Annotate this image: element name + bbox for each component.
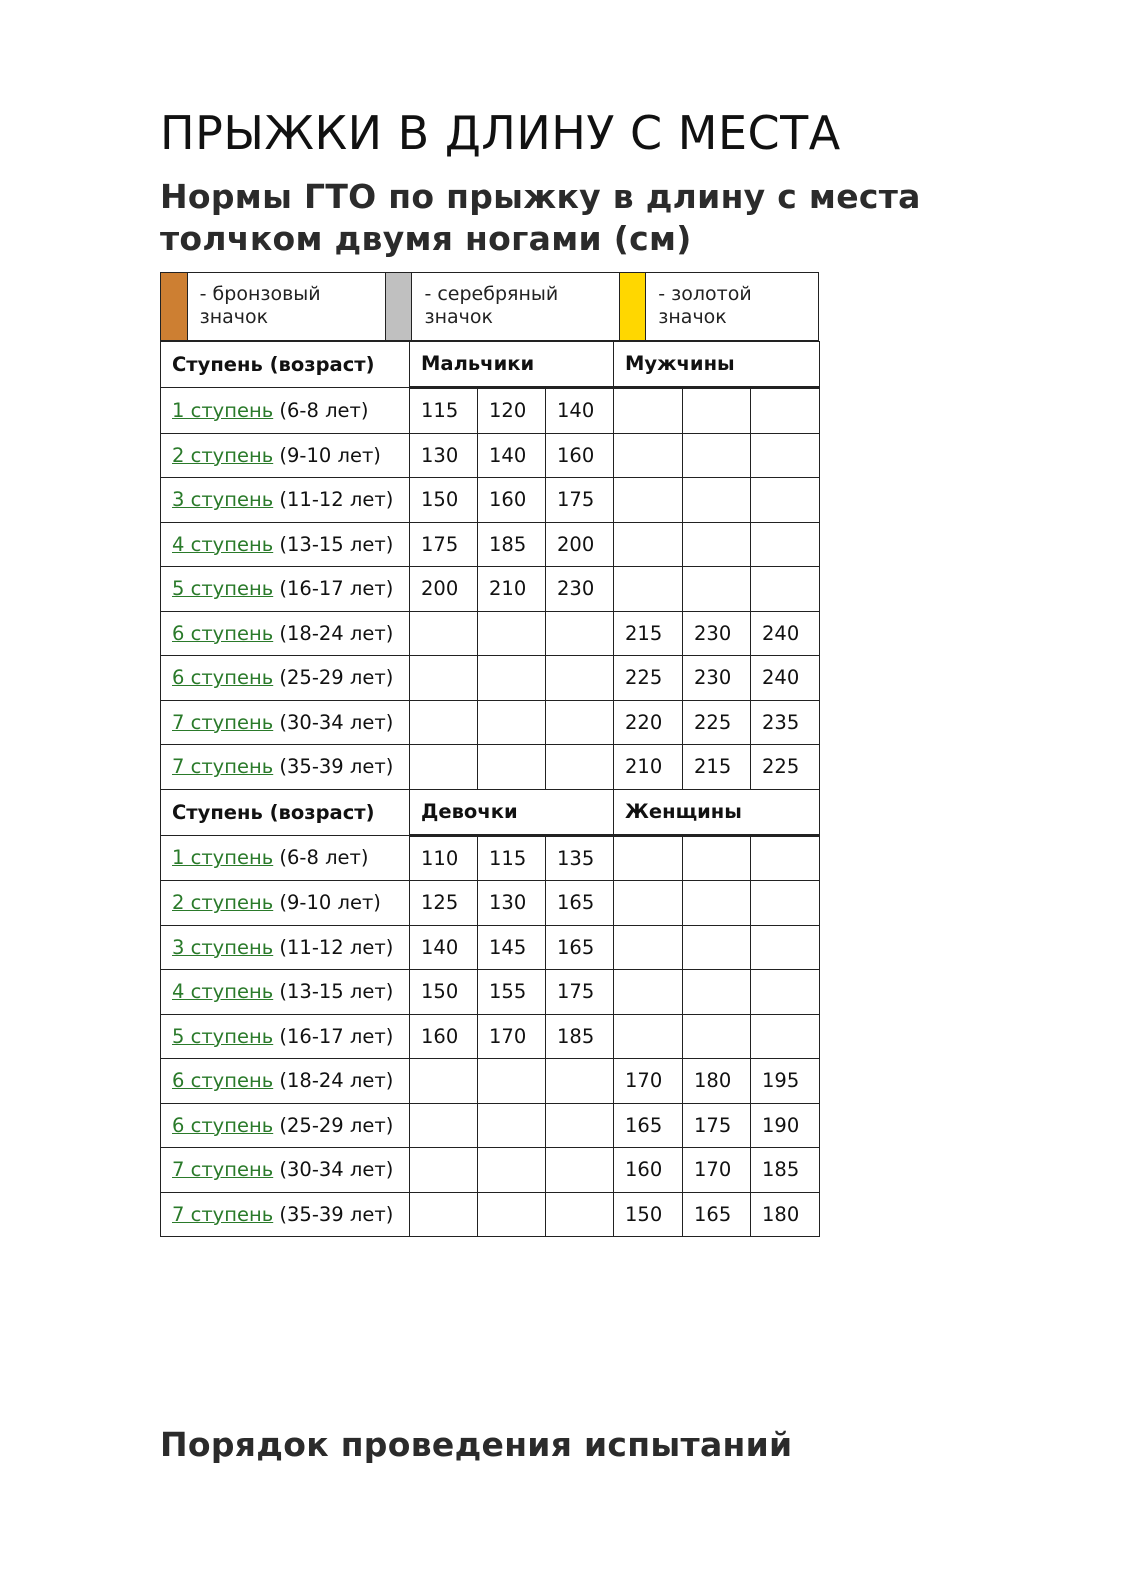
value-cell xyxy=(546,1192,614,1237)
value-cell xyxy=(614,970,683,1015)
value-cell: 160 xyxy=(478,478,546,523)
table-row xyxy=(161,970,820,1015)
table-row xyxy=(161,835,820,881)
value-cell xyxy=(614,522,683,567)
age-range: (13-15 лет) xyxy=(279,532,394,556)
value-cell: 160 xyxy=(546,433,614,478)
value-cell: 190 xyxy=(751,1103,820,1148)
value-cell: 200 xyxy=(410,567,478,612)
value-cell: 230 xyxy=(683,656,751,701)
value-cell: 210 xyxy=(478,567,546,612)
value-cell: 155 xyxy=(478,970,546,1015)
table-row xyxy=(161,925,820,970)
value-cell xyxy=(751,925,820,970)
value-cell xyxy=(614,433,683,478)
value-cell: 185 xyxy=(478,522,546,567)
age-range: (35-39 лет) xyxy=(279,755,394,779)
stage-link[interactable]: 7 ступень xyxy=(172,710,274,734)
stage-header: Ступень (возраст) xyxy=(161,789,410,835)
value-cell xyxy=(546,1059,614,1104)
value-cell xyxy=(478,656,546,701)
value-cell xyxy=(614,388,683,434)
value-cell: 165 xyxy=(614,1103,683,1148)
value-cell: 235 xyxy=(751,700,820,745)
stage-cell xyxy=(161,835,410,881)
value-cell xyxy=(683,388,751,434)
stage-cell xyxy=(161,522,410,567)
stage-link[interactable]: 2 ступень xyxy=(172,443,274,467)
value-cell xyxy=(546,700,614,745)
value-cell xyxy=(751,881,820,926)
value-cell xyxy=(478,1103,546,1148)
value-cell xyxy=(751,433,820,478)
value-cell: 160 xyxy=(410,1014,478,1059)
stage-cell xyxy=(161,656,410,701)
table-row xyxy=(161,745,820,790)
value-cell xyxy=(478,700,546,745)
age-range: (30-34 лет) xyxy=(279,1158,394,1182)
stage-cell xyxy=(161,388,410,434)
value-cell: 200 xyxy=(546,522,614,567)
age-range: (25-29 лет) xyxy=(279,1113,394,1137)
stage-cell xyxy=(161,1103,410,1148)
value-cell: 210 xyxy=(614,745,683,790)
stage-link[interactable]: 6 ступень xyxy=(172,1113,274,1137)
value-cell: 215 xyxy=(614,611,683,656)
legend-bronze-label: - бронзовый значок xyxy=(199,283,321,328)
value-cell xyxy=(478,745,546,790)
value-cell xyxy=(614,567,683,612)
female-youth-header: Девочки xyxy=(410,789,614,835)
value-cell: 225 xyxy=(614,656,683,701)
value-cell: 170 xyxy=(683,1148,751,1193)
value-cell: 130 xyxy=(410,433,478,478)
value-cell: 140 xyxy=(410,925,478,970)
table-row xyxy=(161,478,820,523)
legend-bronze xyxy=(161,273,386,340)
badge-legend xyxy=(160,272,819,341)
legend-gold xyxy=(620,273,818,340)
value-cell: 230 xyxy=(546,567,614,612)
age-range: (9-10 лет) xyxy=(279,443,381,467)
table-row xyxy=(161,611,820,656)
age-range: (18-24 лет) xyxy=(279,621,394,645)
value-cell xyxy=(751,522,820,567)
value-cell xyxy=(614,1014,683,1059)
value-cell: 240 xyxy=(751,611,820,656)
age-range: (30-34 лет) xyxy=(279,710,394,734)
value-cell: 130 xyxy=(478,881,546,926)
stage-cell xyxy=(161,433,410,478)
value-cell xyxy=(478,1148,546,1193)
age-range: (18-24 лет) xyxy=(279,1069,394,1093)
stage-link[interactable]: 6 ступень xyxy=(172,1069,274,1093)
value-cell xyxy=(546,745,614,790)
stage-link[interactable]: 1 ступень xyxy=(172,398,274,422)
value-cell: 195 xyxy=(751,1059,820,1104)
value-cell: 140 xyxy=(478,433,546,478)
stage-link[interactable]: 7 ступень xyxy=(172,755,274,779)
table-row xyxy=(161,1059,820,1104)
table-row xyxy=(161,1103,820,1148)
value-cell: 115 xyxy=(410,388,478,434)
subtitle: Нормы ГТО по прыжку в длину с места толчком двумя ногами (см) xyxy=(160,177,921,258)
value-cell: 240 xyxy=(751,656,820,701)
value-cell: 160 xyxy=(614,1148,683,1193)
value-cell xyxy=(410,656,478,701)
value-cell: 170 xyxy=(478,1014,546,1059)
value-cell: 215 xyxy=(683,745,751,790)
value-cell: 165 xyxy=(683,1192,751,1237)
stage-cell xyxy=(161,970,410,1015)
gold-swatch xyxy=(620,273,647,340)
value-cell: 170 xyxy=(614,1059,683,1104)
stage-link[interactable]: 6 ступень xyxy=(172,666,274,690)
stage-link[interactable]: 4 ступень xyxy=(172,532,274,556)
age-range: (16-17 лет) xyxy=(279,577,394,601)
value-cell xyxy=(410,1059,478,1104)
table-row xyxy=(161,881,820,926)
legend-gold-label: - золотой значок xyxy=(658,283,752,328)
value-cell: 125 xyxy=(410,881,478,926)
value-cell xyxy=(546,1103,614,1148)
value-cell xyxy=(614,478,683,523)
value-cell xyxy=(751,970,820,1015)
value-cell: 185 xyxy=(546,1014,614,1059)
page-title: ПРЫЖКИ В ДЛИНУ С МЕСТА xyxy=(160,106,841,160)
value-cell: 225 xyxy=(751,745,820,790)
value-cell xyxy=(410,1148,478,1193)
value-cell xyxy=(410,700,478,745)
value-cell xyxy=(546,656,614,701)
table-row xyxy=(161,700,820,745)
value-cell xyxy=(751,1014,820,1059)
value-cell xyxy=(683,835,751,881)
stage-cell xyxy=(161,478,410,523)
stage-cell xyxy=(161,1059,410,1104)
value-cell xyxy=(410,745,478,790)
value-cell: 175 xyxy=(546,478,614,523)
value-cell: 165 xyxy=(546,925,614,970)
value-cell: 230 xyxy=(683,611,751,656)
table-row xyxy=(161,1014,820,1059)
value-cell: 180 xyxy=(751,1192,820,1237)
value-cell: 150 xyxy=(614,1192,683,1237)
value-cell xyxy=(751,835,820,881)
value-cell xyxy=(546,1148,614,1193)
stage-cell xyxy=(161,881,410,926)
value-cell xyxy=(683,478,751,523)
stage-cell xyxy=(161,1192,410,1237)
value-cell xyxy=(478,1192,546,1237)
value-cell xyxy=(478,1059,546,1104)
value-cell xyxy=(751,478,820,523)
age-range: (11-12 лет) xyxy=(279,488,394,512)
stage-cell xyxy=(161,925,410,970)
value-cell xyxy=(410,1103,478,1148)
stage-link[interactable]: 4 ступень xyxy=(172,980,274,1004)
bronze-swatch xyxy=(161,273,188,340)
age-range: (9-10 лет) xyxy=(279,891,381,915)
stage-link[interactable]: 3 ступень xyxy=(172,935,274,959)
table-row xyxy=(161,1148,820,1193)
value-cell: 180 xyxy=(683,1059,751,1104)
table-row xyxy=(161,656,820,701)
value-cell xyxy=(614,835,683,881)
table-row xyxy=(161,433,820,478)
value-cell xyxy=(478,611,546,656)
value-cell xyxy=(683,881,751,926)
value-cell xyxy=(683,925,751,970)
legend-silver xyxy=(386,273,619,340)
value-cell xyxy=(683,522,751,567)
value-cell xyxy=(546,611,614,656)
age-range: (11-12 лет) xyxy=(279,935,394,959)
stage-cell xyxy=(161,567,410,612)
stage-cell xyxy=(161,1014,410,1059)
stage-link[interactable]: 6 ступень xyxy=(172,621,274,645)
value-cell xyxy=(751,388,820,434)
value-cell xyxy=(683,433,751,478)
stage-cell xyxy=(161,745,410,790)
section-title-procedure: Порядок проведения испытаний xyxy=(160,1425,793,1464)
female-header-row xyxy=(161,789,820,835)
value-cell: 165 xyxy=(546,881,614,926)
value-cell xyxy=(614,925,683,970)
age-range: (6-8 лет) xyxy=(279,846,369,870)
stage-cell xyxy=(161,1148,410,1193)
value-cell: 220 xyxy=(614,700,683,745)
table-row xyxy=(161,1192,820,1237)
age-range: (35-39 лет) xyxy=(279,1202,394,1226)
table-row xyxy=(161,567,820,612)
female-adult-header: Женщины xyxy=(614,789,820,835)
value-cell: 150 xyxy=(410,970,478,1015)
value-cell xyxy=(410,1192,478,1237)
value-cell: 140 xyxy=(546,388,614,434)
age-range: (16-17 лет) xyxy=(279,1024,394,1048)
value-cell: 185 xyxy=(751,1148,820,1193)
value-cell: 175 xyxy=(546,970,614,1015)
table-row xyxy=(161,522,820,567)
table-row xyxy=(161,388,820,434)
age-range: (6-8 лет) xyxy=(279,398,369,422)
legend-silver-label: - серебряный значок xyxy=(424,283,559,328)
stage-link[interactable]: 7 ступень xyxy=(172,1158,274,1182)
stage-link[interactable]: 2 ступень xyxy=(172,891,274,915)
stage-link[interactable]: 5 ступень xyxy=(172,1024,274,1048)
norms-table xyxy=(160,341,820,1237)
stage-link[interactable]: 3 ступень xyxy=(172,488,274,512)
value-cell xyxy=(683,1014,751,1059)
male-adult-header: Мужчины xyxy=(614,342,820,388)
stage-link[interactable]: 1 ступень xyxy=(172,846,274,870)
value-cell xyxy=(410,611,478,656)
stage-link[interactable]: 7 ступень xyxy=(172,1202,274,1226)
value-cell: 175 xyxy=(683,1103,751,1148)
value-cell: 135 xyxy=(546,835,614,881)
value-cell: 150 xyxy=(410,478,478,523)
value-cell: 175 xyxy=(410,522,478,567)
stage-cell xyxy=(161,700,410,745)
value-cell: 115 xyxy=(478,835,546,881)
male-youth-header: Мальчики xyxy=(410,342,614,388)
male-header-row xyxy=(161,342,820,388)
stage-link[interactable]: 5 ступень xyxy=(172,577,274,601)
stage-cell xyxy=(161,611,410,656)
stage-header: Ступень (возраст) xyxy=(161,342,410,388)
age-range: (25-29 лет) xyxy=(279,666,394,690)
value-cell xyxy=(683,970,751,1015)
value-cell: 110 xyxy=(410,835,478,881)
value-cell: 120 xyxy=(478,388,546,434)
age-range: (13-15 лет) xyxy=(279,980,394,1004)
value-cell xyxy=(683,567,751,612)
value-cell xyxy=(614,881,683,926)
value-cell xyxy=(751,567,820,612)
silver-swatch xyxy=(386,273,412,340)
value-cell: 145 xyxy=(478,925,546,970)
value-cell: 225 xyxy=(683,700,751,745)
